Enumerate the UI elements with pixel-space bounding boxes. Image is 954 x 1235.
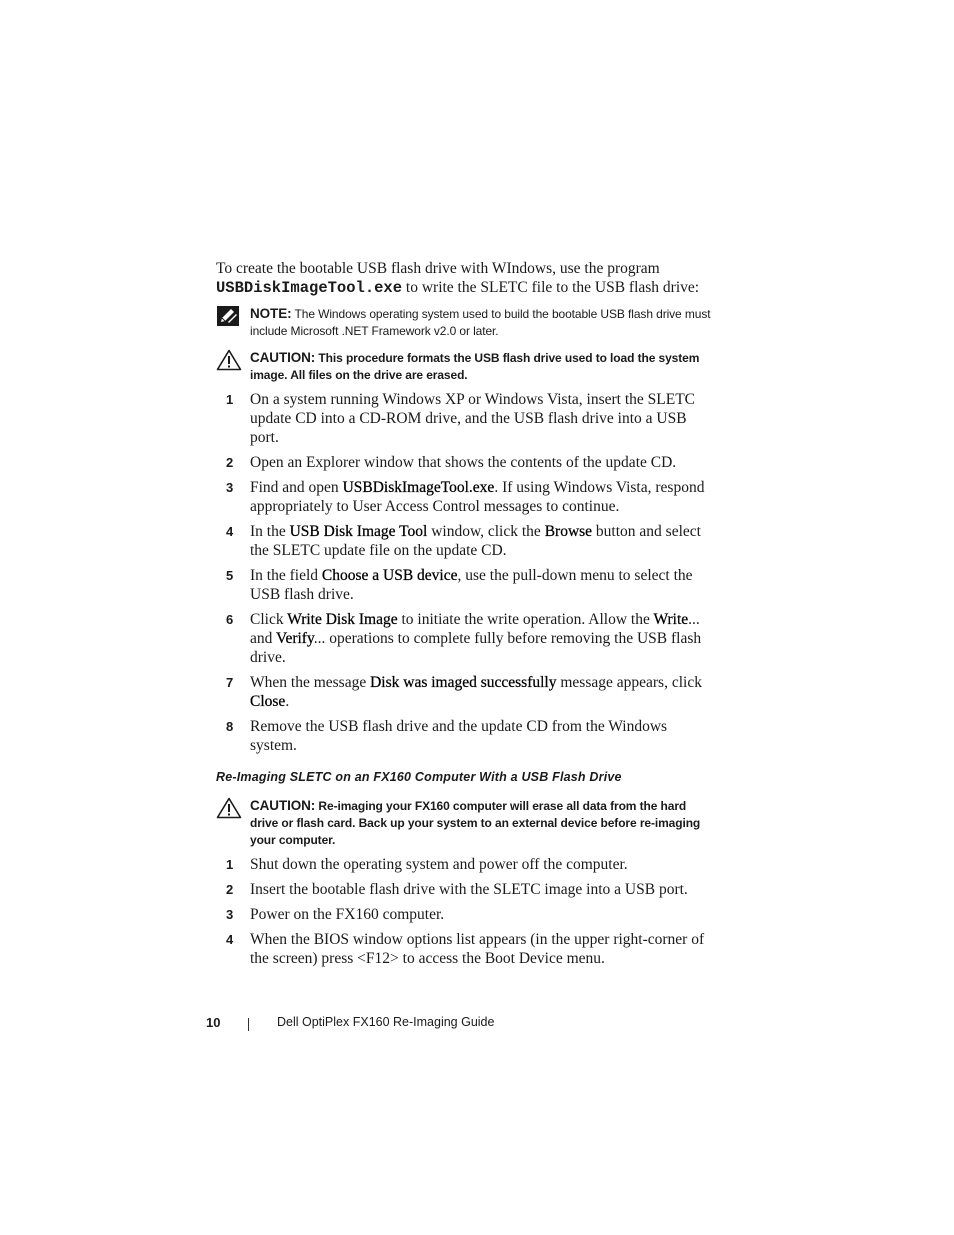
step-text: Find and open — [250, 479, 343, 496]
step-number: 4 — [226, 524, 234, 539]
step-text: . — [285, 693, 290, 710]
step-ui-term: Close — [250, 693, 286, 710]
step-item — [216, 478, 716, 516]
step-item — [216, 930, 716, 968]
step-text: window, click the — [427, 523, 545, 540]
step-text: In the field — [250, 567, 322, 584]
step-ui-term: Choose a USB device — [321, 567, 458, 584]
step-text: Remove the USB flash drive and the update CD from the Windows system. — [250, 718, 668, 754]
step-text: to initiate the write operation. Allow the — [397, 611, 654, 628]
program-name: USBDiskImageTool.exe — [216, 279, 403, 297]
step-item — [216, 855, 716, 874]
step-item — [216, 566, 716, 604]
section-subheading: Re-Imaging SLETC on an FX160 Computer With a USB Flash Drive — [216, 770, 622, 784]
step-number: 3 — [226, 907, 234, 922]
step-text: In the — [250, 523, 290, 540]
step-item — [216, 673, 716, 711]
step-ui-term: Write Disk Image — [287, 611, 398, 628]
steps-list-2 — [216, 855, 716, 974]
step-text: ... and — [250, 611, 700, 647]
footer-divider — [248, 1018, 249, 1031]
page-footer — [0, 1015, 954, 1035]
step-text: On a system running Windows XP or Windows Vista, insert the SLETC update CD into a CD-ROM drive, and the USB flash drive into a USB port. — [250, 391, 696, 446]
step-text: Shut down the operating system and power off the computer. — [250, 856, 628, 873]
step-ui-term: USBDiskImageTool.exe — [342, 479, 495, 496]
step-item — [216, 880, 716, 899]
step-ui-term: Browse — [544, 523, 593, 540]
step-text: Insert the bootable flash drive with the SLETC image into a USB port. — [250, 881, 688, 898]
step-text: Open an Explorer window that shows the contents of the update CD. — [250, 454, 677, 471]
step-item — [216, 717, 716, 755]
page-number: 10 — [206, 1015, 221, 1030]
step-number: 2 — [226, 882, 234, 897]
step-item — [216, 905, 716, 924]
caution-body-2: Re-imaging your FX160 computer will erase all data from the hard drive or flash card. Back up your system to an external device before re-imaging your computer. — [250, 799, 701, 847]
caution-text-1 — [250, 349, 716, 384]
step-number: 6 — [226, 612, 234, 627]
caution-triangle-icon — [216, 349, 242, 373]
step-item — [216, 610, 716, 667]
caution-label-1: CAUTION: — [250, 350, 316, 365]
steps-list-1 — [216, 390, 716, 761]
note-pencil-icon — [216, 305, 242, 329]
step-text: ... operations to complete fully before removing the USB flash drive. — [250, 630, 702, 666]
step-ui-term: Verify — [275, 630, 314, 647]
note-text — [250, 305, 716, 340]
step-number: 1 — [226, 392, 234, 407]
step-item — [216, 522, 716, 560]
step-text: When the message — [250, 674, 371, 691]
step-text: Power on the FX160 computer. — [250, 906, 445, 923]
step-text: button and select the SLETC update file on the update CD. — [250, 523, 701, 559]
step-ui-term: USB Disk Image Tool — [289, 523, 428, 540]
step-text: . If using Windows Vista, respond appropriately to User Access Control messages to continue. — [250, 479, 705, 515]
step-number: 3 — [226, 480, 234, 495]
step-number: 8 — [226, 719, 234, 734]
step-text: , use the pull-down menu to select the USB flash drive. — [250, 567, 693, 603]
step-item — [216, 390, 716, 447]
caution-label-2: CAUTION: — [250, 798, 316, 813]
step-text: message appears, click — [556, 674, 702, 691]
step-text: When the BIOS window options list appears (in the upper right-corner of the screen) press <F12> to access the Boot Device menu. — [250, 931, 705, 967]
step-number: 2 — [226, 455, 234, 470]
step-number: 7 — [226, 675, 234, 690]
caution-triangle-icon — [216, 797, 242, 821]
step-text: Click — [250, 611, 288, 628]
caution-body-1: This procedure formats the USB flash drive used to load the system image. All files on the drive are erased. — [250, 351, 700, 382]
caution-text-2 — [250, 797, 716, 849]
document-title: Dell OptiPlex FX160 Re-Imaging Guide — [277, 1015, 495, 1029]
step-ui-term: Write — [653, 611, 689, 628]
note-body: The Windows operating system used to build the bootable USB flash drive must include Microsoft .NET Framework v2.0 or later. — [250, 307, 711, 338]
step-item — [216, 453, 716, 472]
step-number: 1 — [226, 857, 234, 872]
step-number: 5 — [226, 568, 234, 583]
intro-line-2: to write the SLETC file to the USB flash drive: — [402, 279, 700, 296]
note-label: NOTE: — [250, 306, 292, 321]
step-number: 4 — [226, 932, 234, 947]
intro-paragraph — [216, 259, 716, 298]
intro-line-1: To create the bootable USB flash drive with WIndows, use the program — [216, 260, 660, 277]
step-ui-term: Disk was imaged successfully — [370, 674, 557, 691]
